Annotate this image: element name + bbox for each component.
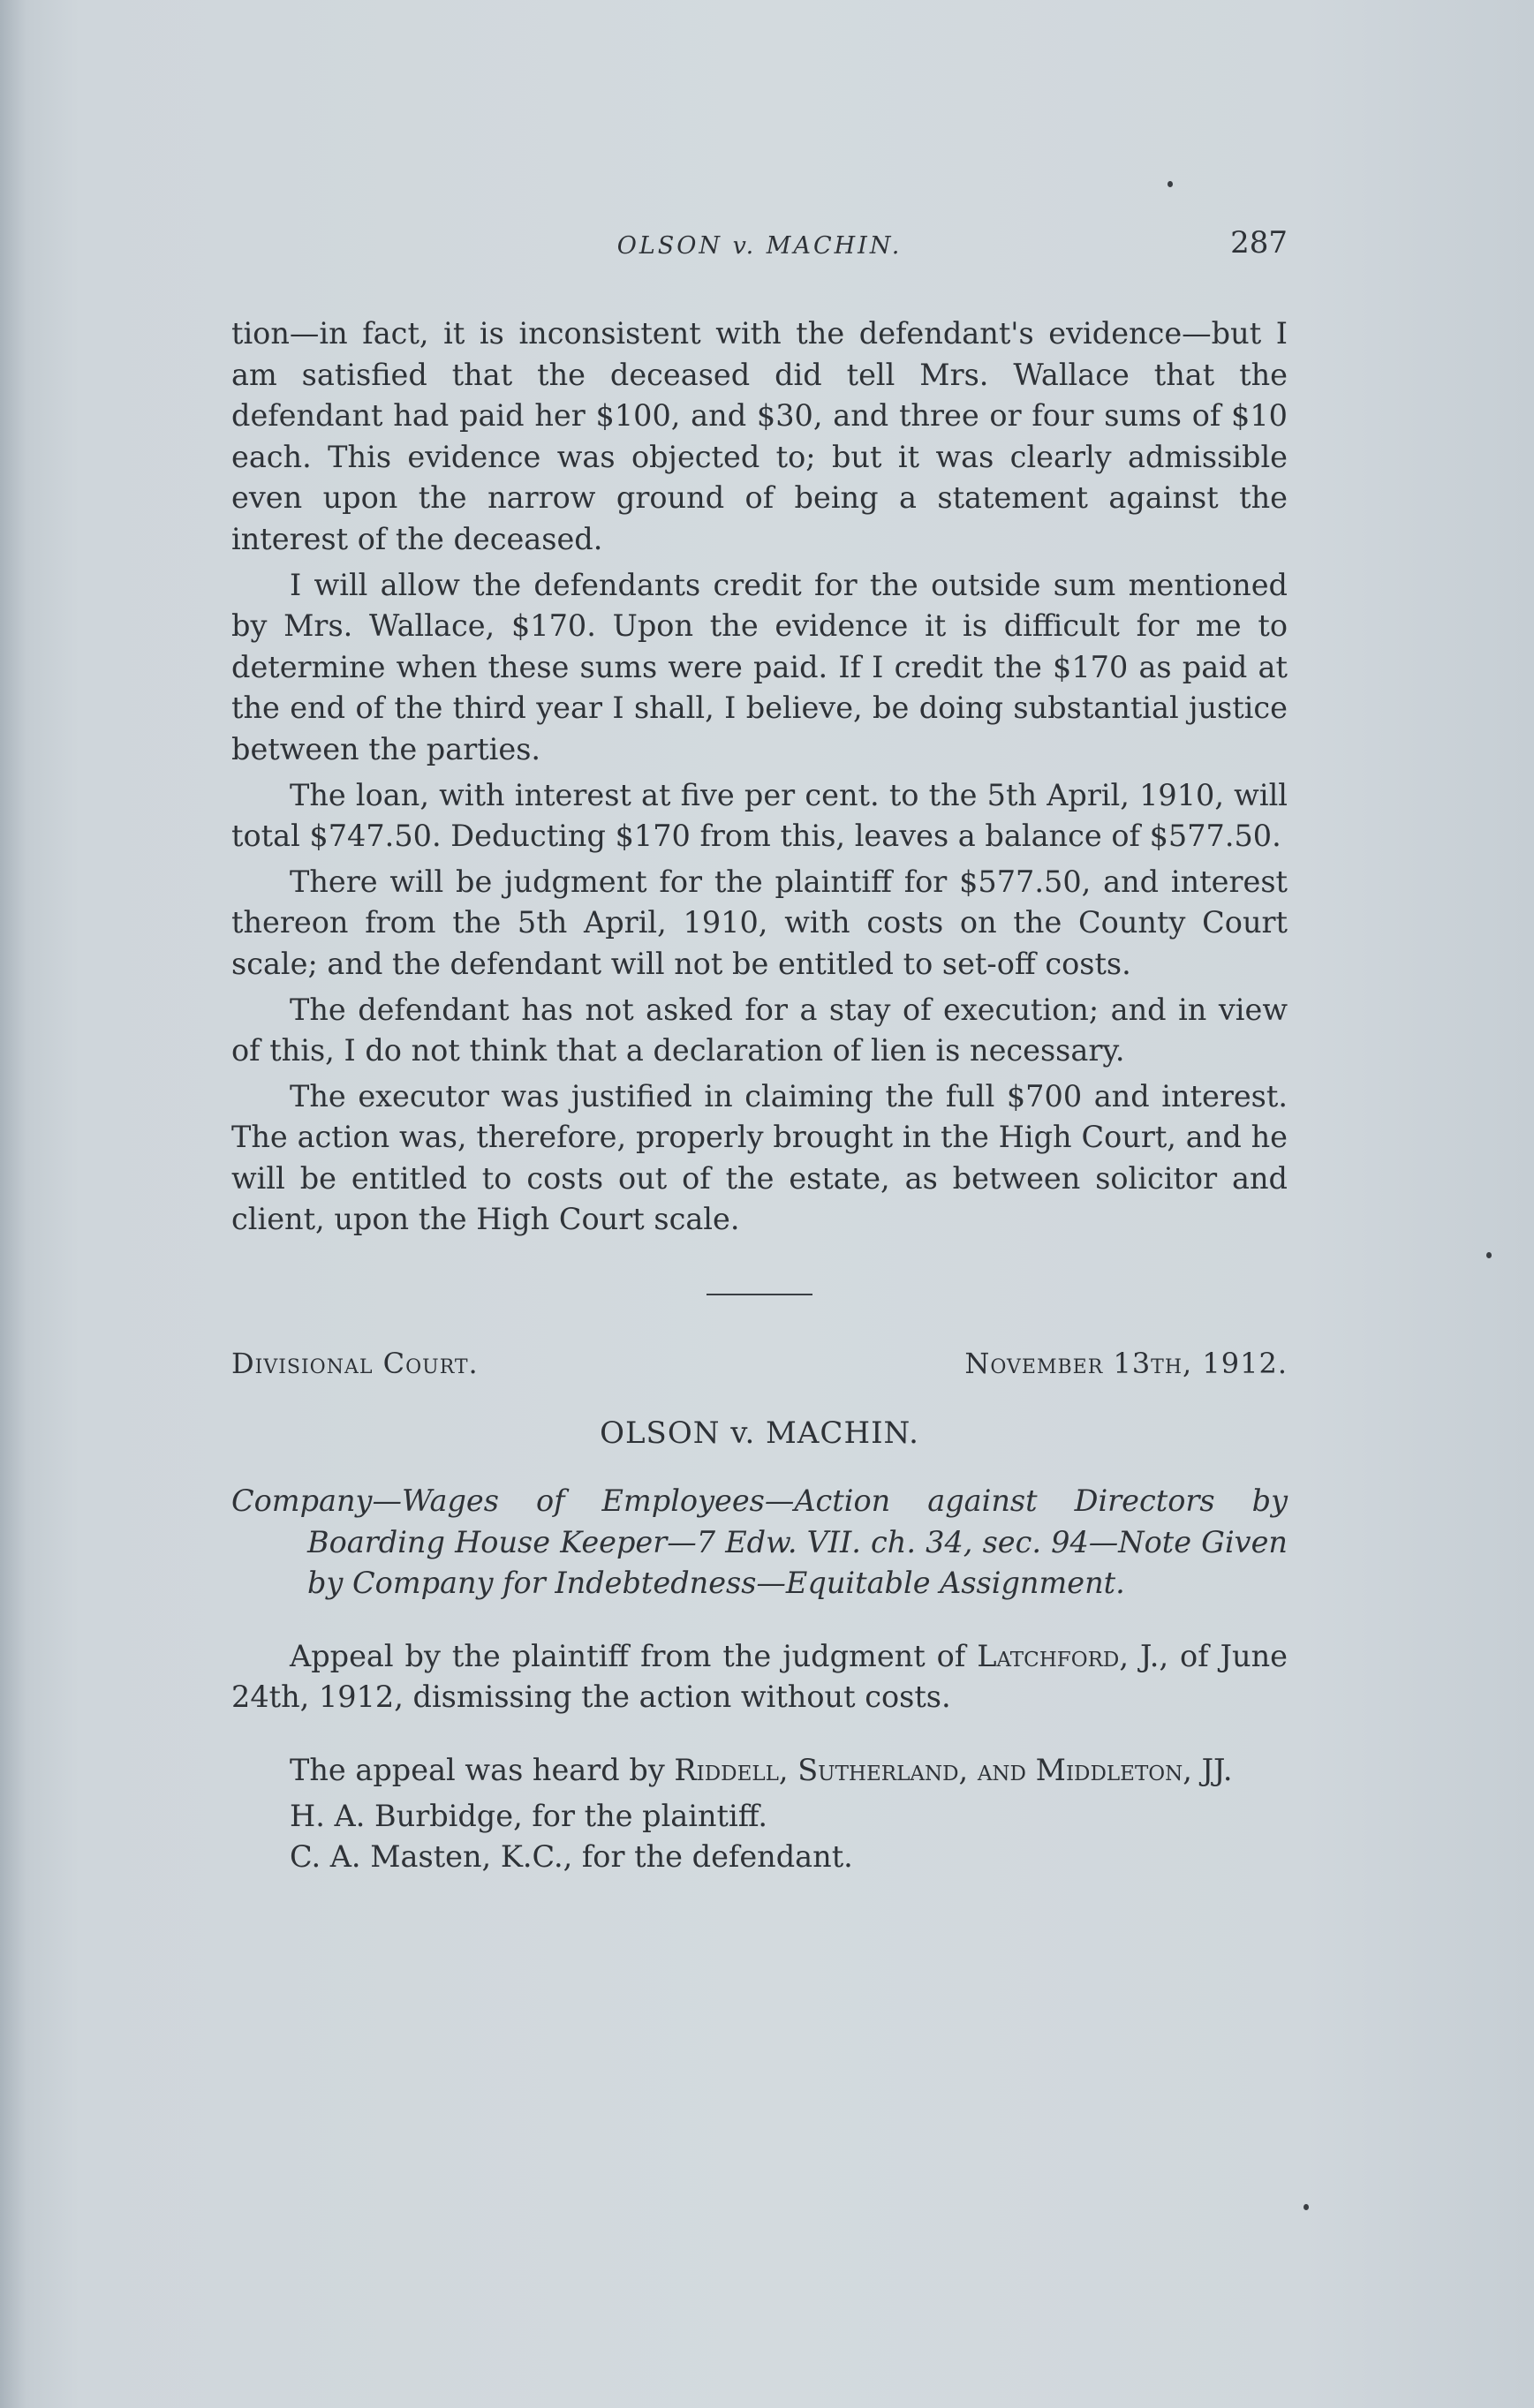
appeal-judge: Latchford [977,1638,1120,1673]
ink-speck [1168,181,1173,187]
headnote: Company—Wages of Employees—Action against Directors by Boarding House Keeper—7 Edw. VII. ch. 34, sec. 94—Note Given by Company for Indebtedness—Equitable Assignment. [231,1483,1288,1601]
appeal-text-before: Appeal by the plaintiff from the judgment of [290,1638,978,1673]
page-content [231,225,1288,1878]
hearing-statement [231,1750,1288,1792]
paragraph: There will be judgment for the plaintiff for $577.50, and interest thereon from the 5th April, 1910, with costs on the County Court scale; and the defendant will not be entitled to set-off costs. [231,864,1288,981]
paragraph: I will allow the defendants credit for the outside sum mentioned by Mrs. Wallace, $170. Upon the evidence it is difficult for me to determine when these sums were paid. If I credit the $170 as paid at the end of the third year I shall, I believe, be doing substantial justice between the parties. [231,567,1288,766]
counsel-defendant: C. A. Masten, K.C., for the defendant. [290,1839,853,1875]
hearing-text-after: , JJ. [1183,1753,1233,1788]
appeal-statement [231,1636,1288,1718]
running-title: OLSON v. MACHIN. [616,232,903,260]
counsel-plaintiff: H. A. Burbidge, for the plaintiff. [290,1798,767,1833]
running-head [231,225,1288,278]
paragraph: The defendant has not asked for a stay of execution; and in view of this, I do not think that a declaration of lien is necessary. [231,992,1288,1068]
hearing-text-before: The appeal was heard by [290,1753,675,1788]
page-number: 287 [1230,225,1288,260]
section-divider [707,1294,812,1295]
paragraph: The executor was justified in claiming the full $700 and interest. The action was, therefore, properly brought in the High Court, and he will be entitled to costs out of the estate, as between solicitor and client, upon the High Court scale. [231,1078,1288,1237]
court-date-line [231,1347,1288,1380]
appeal-text-after: , J., of June 24th, 1912, dismissing the action without costs. [231,1638,1288,1715]
case-title: OLSON v. MACHIN. [600,1415,919,1452]
paragraph: The loan, with interest at five per cent. to the 5th April, 1910, will total $747.50. Deducting $170 from this, leaves a balance of $577.50. [231,777,1288,854]
ink-speck [1304,2204,1309,2210]
court-name: Divisional Court. [231,1347,479,1381]
paragraph-continued: tion—in fact, it is inconsistent with the defendant's evidence—but I am satisfied that the deceased did tell Mrs. Wallace that the defendant had paid her $100, and $30, and three or four sums of $10 each. This evidence was objected to; but it was clearly admissible even upon the narrow ground of being a statement against the interest of the deceased. [231,316,1288,556]
ink-speck [1486,1252,1492,1258]
decision-date: November 13th, 1912. [964,1347,1288,1381]
hearing-judges: Riddell, Sutherland, and Middleton [674,1753,1183,1788]
